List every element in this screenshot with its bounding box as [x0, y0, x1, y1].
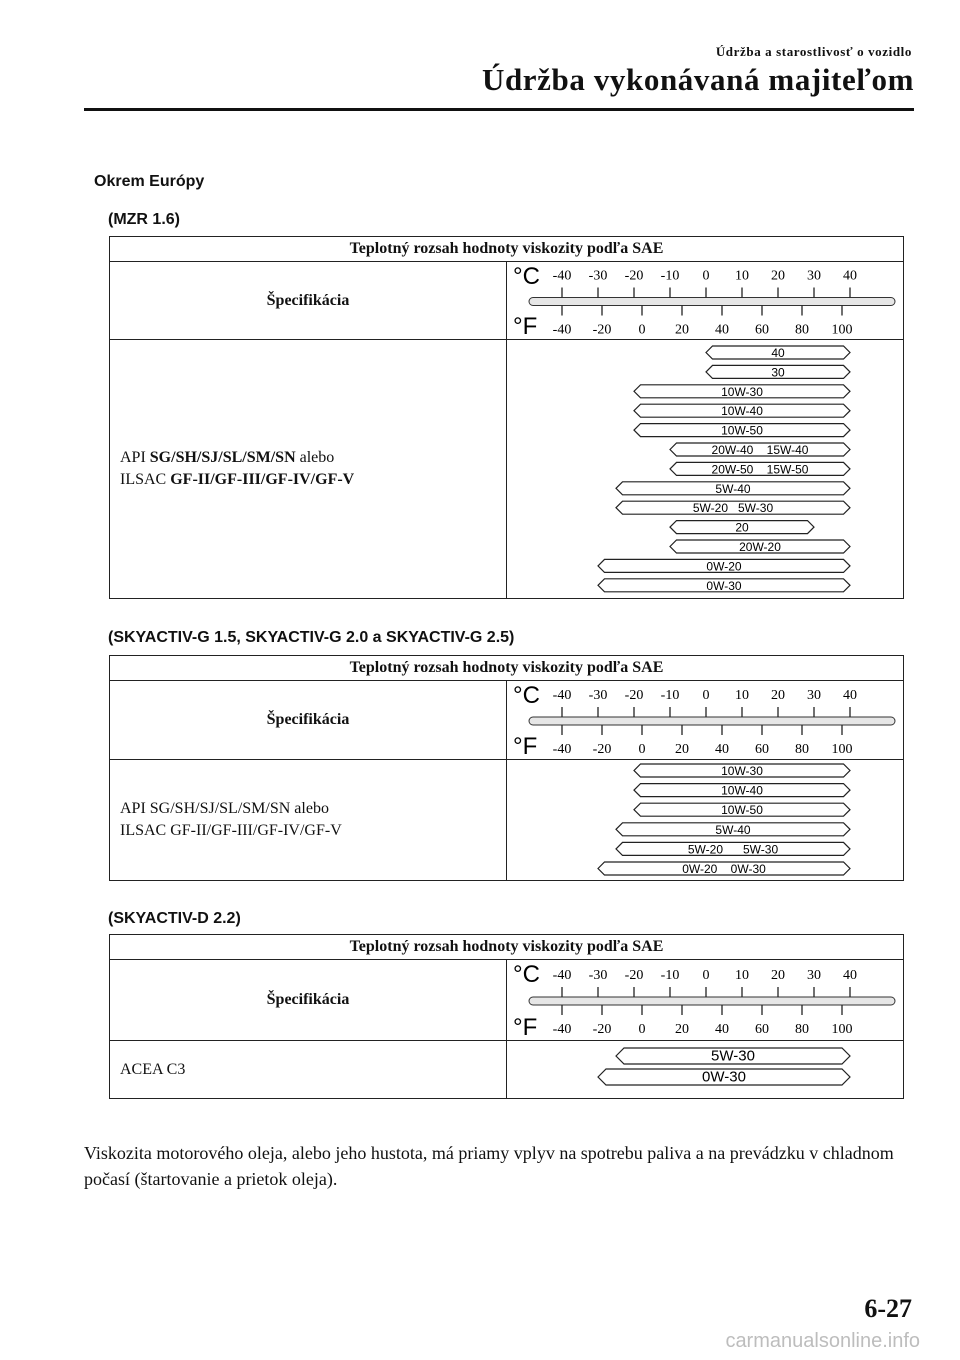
spec-text: alebo — [295, 449, 335, 466]
temperature-scale-cell — [507, 960, 904, 1041]
viscosity-grade-label: 20W-50 15W-50 — [711, 462, 809, 477]
spec-label: Špecifikácia — [110, 262, 507, 340]
celsius-tick-label: 20 — [771, 268, 785, 284]
fahrenheit-tick-label: 100 — [831, 322, 853, 338]
celsius-tick-label: -40 — [552, 268, 572, 284]
spec-bold-text: SG/SH/SJ/SL/SM/SN — [149, 449, 296, 466]
fahrenheit-tick-label: -40 — [552, 322, 572, 338]
viscosity-grade-label: 0W-30 — [706, 578, 742, 593]
intro-label: Okrem Európy — [94, 173, 205, 190]
viscosity-grade-label: 10W-30 — [721, 764, 763, 778]
celsius-unit: °C — [513, 263, 540, 290]
celsius-tick-label: 20 — [771, 968, 785, 983]
fahrenheit-tick-label: 100 — [831, 742, 853, 757]
celsius-tick-label: 10 — [735, 968, 749, 983]
celsius-tick-label: 0 — [702, 688, 710, 703]
spec-line — [120, 798, 506, 820]
fahrenheit-tick-label: 20 — [675, 322, 689, 338]
spec-line — [120, 447, 506, 469]
fahrenheit-tick-label: -20 — [592, 322, 612, 338]
fahrenheit-tick-label: 100 — [831, 1022, 853, 1037]
celsius-tick-label: 0 — [702, 268, 710, 284]
header-rule — [84, 108, 914, 111]
chapter-title: Údržba a starostlivosť o vozidlo — [715, 44, 912, 59]
celsius-tick-label: -10 — [660, 688, 680, 703]
celsius-unit: °C — [513, 961, 540, 988]
celsius-tick-label: 30 — [807, 268, 821, 284]
table-header: Teplotný rozsah hodnoty viskozity podľa SAE — [110, 237, 904, 262]
spec-line — [120, 469, 506, 491]
spec-value — [110, 340, 507, 599]
celsius-tick-label: -30 — [588, 688, 608, 703]
fahrenheit-tick-label: 60 — [755, 322, 769, 338]
celsius-tick-label: -10 — [660, 268, 680, 284]
table-2-title: (SKYACTIV-G 1.5, SKYACTIV-G 2.0 a SKYACTIV-G 2.5) — [108, 629, 515, 646]
celsius-tick-label: -20 — [624, 688, 644, 703]
fahrenheit-tick-label: -20 — [592, 742, 612, 757]
celsius-tick-label: -10 — [660, 968, 680, 983]
table-header: Teplotný rozsah hodnoty viskozity podľa SAE — [110, 935, 904, 960]
fahrenheit-tick-label: 80 — [795, 1022, 809, 1037]
celsius-tick-label: -40 — [552, 688, 572, 703]
viscosity-grade-label: 10W-40 — [721, 783, 763, 798]
celsius-tick-label: 10 — [735, 688, 749, 703]
viscosity-grade-label: 5W-40 — [715, 481, 751, 496]
viscosity-table-2 — [109, 655, 904, 881]
celsius-tick-label: 30 — [807, 968, 821, 983]
spec-value — [110, 760, 507, 881]
watermark: carmanualsonline.info — [725, 1330, 920, 1352]
fahrenheit-tick-label: -20 — [592, 1022, 612, 1037]
table-header: Teplotný rozsah hodnoty viskozity podľa SAE — [110, 656, 904, 681]
spec-text: ACEA C3 — [120, 1060, 186, 1078]
celsius-tick-label: 40 — [843, 688, 857, 703]
viscosity-grade-label: 0W-20 0W-30 — [682, 862, 766, 876]
spec-line — [120, 1059, 506, 1081]
viscosity-grade-label: 5W-20 5W-30 — [692, 501, 774, 516]
spec-value — [110, 1041, 507, 1099]
fahrenheit-tick-label: 80 — [795, 322, 809, 338]
spec-text: API — [120, 449, 150, 466]
celsius-tick-label: -30 — [588, 268, 608, 284]
viscosity-bars — [507, 340, 900, 598]
table-3-title: (SKYACTIV-D 2.2) — [108, 910, 241, 927]
celsius-tick-label: 40 — [843, 268, 857, 284]
thermometer-bar — [529, 997, 895, 1005]
fahrenheit-tick-label: -40 — [552, 742, 572, 757]
celsius-tick-label: 40 — [843, 968, 857, 983]
celsius-unit: °C — [513, 682, 540, 709]
spec-line — [120, 820, 506, 842]
spec-bold-text: GF-II/GF-III/GF-IV/GF-V — [170, 471, 355, 488]
viscosity-grade-label: 0W-20 — [706, 559, 742, 574]
viscosity-bars — [507, 1041, 900, 1098]
spec-label: Špecifikácia — [110, 681, 507, 760]
fahrenheit-tick-label: 40 — [715, 742, 729, 757]
viscosity-grade-label: 20W-20 — [739, 540, 781, 554]
celsius-tick-label: 20 — [771, 688, 785, 703]
fahrenheit-unit: °F — [513, 313, 538, 339]
fahrenheit-tick-label: 0 — [638, 322, 646, 338]
fahrenheit-tick-label: 60 — [755, 1022, 769, 1037]
fahrenheit-unit: °F — [513, 1014, 538, 1040]
viscosity-bars — [507, 760, 900, 880]
viscosity-grade-label: 5W-30 — [711, 1047, 755, 1065]
fahrenheit-tick-label: 20 — [675, 742, 689, 757]
viscosity-grade-label: 20 — [735, 520, 749, 535]
fahrenheit-tick-label: 0 — [638, 742, 646, 757]
fahrenheit-tick-label: 20 — [675, 1022, 689, 1037]
section-title: Údržba vykonávaná majiteľom — [481, 62, 914, 97]
fahrenheit-tick-label: -40 — [552, 1022, 572, 1037]
viscosity-bars-cell — [507, 1041, 904, 1099]
body-paragraph: Viskozita motorového oleja, alebo jeho hustota, má priamy vplyv na spotrebu paliva a na prevádzku v chladnom počasí (štartovanie a prietok oleja). — [84, 1143, 894, 1189]
viscosity-grade-label: 10W-50 — [721, 423, 763, 438]
viscosity-grade-label: 40 — [771, 346, 785, 360]
viscosity-bars-cell — [507, 760, 904, 881]
thermometer-bar — [529, 717, 895, 725]
viscosity-grade-label: 10W-40 — [721, 404, 763, 419]
spec-label: Špecifikácia — [110, 960, 507, 1041]
viscosity-grade-label: 10W-30 — [721, 384, 763, 399]
fahrenheit-tick-label: 40 — [715, 1022, 729, 1037]
viscosity-grade-label: 5W-40 — [715, 822, 751, 837]
temperature-scale — [507, 262, 900, 339]
spec-text: ILSAC GF-II/GF-III/GF-IV/GF-V — [120, 822, 342, 839]
celsius-tick-label: -20 — [624, 968, 644, 983]
temperature-scale — [507, 960, 900, 1040]
fahrenheit-tick-label: 80 — [795, 742, 809, 757]
celsius-tick-label: 10 — [735, 268, 749, 284]
table-1-title: (MZR 1.6) — [108, 211, 180, 228]
fahrenheit-unit: °F — [513, 733, 538, 759]
viscosity-grade-label: 5W-20 5W-30 — [687, 842, 779, 857]
spec-text: ILSAC — [120, 471, 171, 488]
temperature-scale-cell — [507, 681, 904, 760]
fahrenheit-tick-label: 40 — [715, 322, 729, 338]
celsius-tick-label: -30 — [588, 968, 608, 983]
fahrenheit-tick-label: 0 — [638, 1022, 646, 1037]
viscosity-grade-label: 10W-50 — [721, 803, 763, 818]
temperature-scale-cell — [507, 262, 904, 340]
fahrenheit-tick-label: 60 — [755, 742, 769, 757]
viscosity-table-1 — [109, 236, 904, 599]
celsius-tick-label: -20 — [624, 268, 644, 284]
viscosity-table-3 — [109, 934, 904, 1099]
page-number: 6-27 — [864, 1294, 912, 1323]
celsius-tick-label: -40 — [552, 968, 572, 983]
viscosity-grade-label: 30 — [771, 365, 785, 380]
viscosity-grade-label: 20W-40 15W-40 — [711, 443, 809, 457]
temperature-scale — [507, 681, 900, 759]
thermometer-bar — [529, 298, 895, 306]
viscosity-bars-cell — [507, 340, 904, 599]
viscosity-grade-label: 0W-30 — [702, 1068, 746, 1086]
celsius-tick-label: 30 — [807, 688, 821, 703]
spec-text: API SG/SH/SJ/SL/SM/SN alebo — [120, 800, 329, 817]
celsius-tick-label: 0 — [702, 968, 710, 983]
